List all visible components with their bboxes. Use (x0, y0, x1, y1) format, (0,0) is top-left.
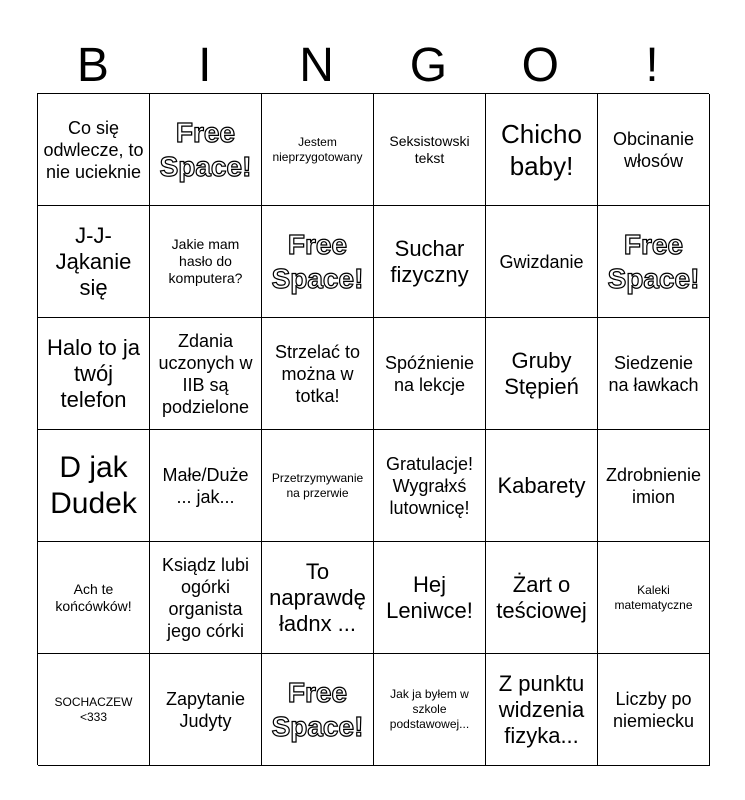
bingo-cell-text: Hej Leniwce! (386, 571, 473, 623)
bingo-cell[interactable] (38, 318, 150, 430)
bingo-cell-text: Obcinanie włosów (612, 128, 695, 171)
title-letter-b: B (76, 39, 109, 92)
bingo-cell[interactable] (150, 318, 262, 430)
bingo-cell-text: Ksiądz lubi ogórki organista jego córki (161, 554, 250, 641)
bingo-cell[interactable] (374, 318, 486, 430)
bingo-cell-free-space[interactable] (262, 654, 374, 766)
bingo-cell-text: Free Space! (607, 228, 700, 294)
bingo-cell-text: Zapytanie Judyty (165, 688, 246, 731)
bingo-cell-text: D jak Dudek (50, 450, 137, 520)
title-letter-n: N (299, 39, 334, 92)
bingo-cell[interactable] (262, 430, 374, 542)
bingo-cell[interactable] (598, 430, 710, 542)
bingo-cell-text: Chicho baby! (501, 118, 582, 181)
bingo-cell-text: Przetrzymywanie na przerwie (271, 470, 364, 500)
bingo-cell[interactable] (150, 542, 262, 654)
bingo-cell[interactable] (598, 542, 710, 654)
bingo-cell[interactable] (374, 542, 486, 654)
bingo-cell-text: Halo to ja twój telefon (47, 334, 140, 412)
bingo-cell-text: Spóźnienie na lekcje (384, 352, 475, 395)
bingo-cell[interactable] (38, 94, 150, 206)
bingo-cell[interactable] (486, 94, 598, 206)
bingo-cell[interactable] (150, 654, 262, 766)
bingo-cell[interactable] (262, 94, 374, 206)
bingo-cell-text: Free Space! (271, 676, 364, 742)
bingo-cell[interactable] (38, 654, 150, 766)
bingo-cell[interactable] (38, 542, 150, 654)
bingo-cell-text: Gratulacje! Wygrałxś lutownicę! (385, 453, 474, 518)
bingo-cell[interactable] (374, 94, 486, 206)
bingo-cell[interactable] (598, 94, 710, 206)
bingo-cell-text: J-J-Jąkanie się (55, 222, 132, 300)
title-letter-g: G (409, 39, 448, 92)
bingo-cell[interactable] (38, 430, 150, 542)
bingo-cell-text: Zdania uczonych w IIB są podzielone (158, 330, 253, 417)
bingo-cell-text: Jestem nieprzygotowany (272, 134, 363, 164)
bingo-cell-text: To naprawdę ładnx ... (269, 558, 366, 636)
bingo-cell-free-space[interactable] (150, 94, 262, 206)
bingo-cell-text: Liczby po niemiecku (612, 688, 695, 731)
bingo-cell[interactable] (374, 430, 486, 542)
bingo-cell-text: Co się odwlecze, to nie ucieknie (43, 117, 144, 182)
bingo-title (37, 38, 708, 94)
bingo-cell-text: SOCHACZEW <333 (54, 694, 133, 724)
bingo-cell[interactable] (486, 542, 598, 654)
bingo-cell-text: Kaleki matematyczne (614, 582, 693, 612)
bingo-cell-text: Free Space! (271, 228, 364, 294)
bingo-cell[interactable] (598, 654, 710, 766)
bingo-cell-text: Jakie mam hasło do komputera? (168, 236, 243, 286)
bingo-cell-text: Małe/Duże ... jak... (162, 464, 249, 507)
bingo-cell[interactable] (374, 206, 486, 318)
bingo-cell[interactable] (150, 430, 262, 542)
bingo-cell-text: Free Space! (159, 116, 252, 182)
bingo-cell-text: Ach te końcówków! (55, 580, 132, 614)
title-exclamation: ! (645, 39, 659, 92)
bingo-cell[interactable] (262, 542, 374, 654)
bingo-cell[interactable] (486, 318, 598, 430)
bingo-cell-free-space[interactable] (598, 206, 710, 318)
bingo-cell-text: Jak ja byłem w szkole podstawowej... (389, 687, 470, 731)
bingo-cell[interactable] (486, 654, 598, 766)
bingo-cell-text: Zdrobnienie imion (605, 464, 702, 507)
bingo-cell-text: Strzelać to można w totka! (274, 341, 361, 406)
bingo-cell[interactable] (486, 206, 598, 318)
bingo-cell[interactable] (486, 430, 598, 542)
bingo-cell-text: Suchar fizyczny (390, 235, 469, 287)
title-letter-o: O (521, 39, 559, 92)
bingo-cell[interactable] (150, 206, 262, 318)
bingo-cell[interactable] (374, 654, 486, 766)
bingo-cell-text: Z punktu widzenia fizyka... (498, 670, 585, 748)
bingo-cell[interactable] (598, 318, 710, 430)
bingo-cell-text: Siedzenie na ławkach (608, 352, 699, 395)
bingo-cell-text: Seksistowski tekst (389, 132, 470, 166)
bingo-cell[interactable] (262, 318, 374, 430)
bingo-cell[interactable] (38, 206, 150, 318)
bingo-cell-text: Żart o teściowej (496, 571, 587, 623)
title-letter-i: I (198, 39, 212, 92)
bingo-cell-text: Gruby Stępień (504, 347, 579, 399)
bingo-cell-text: Gwizdanie (499, 251, 584, 272)
bingo-board (37, 93, 709, 765)
bingo-cell-free-space[interactable] (262, 206, 374, 318)
bingo-cell-text: Kabarety (497, 472, 586, 498)
